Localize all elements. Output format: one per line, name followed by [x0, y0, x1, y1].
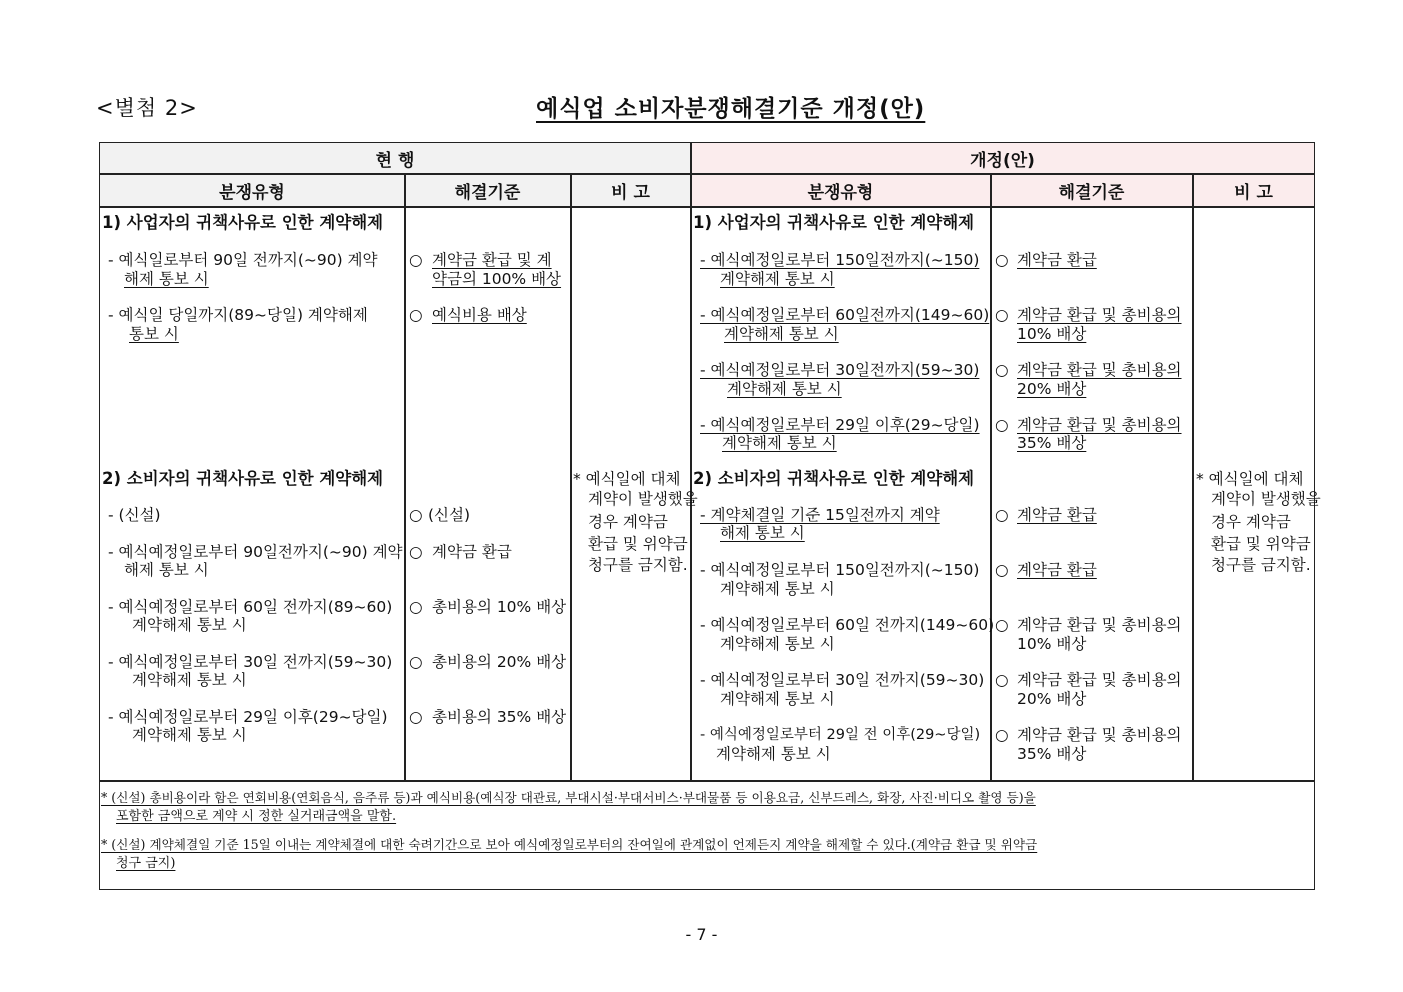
revised-remark-line1: * 예식일에 대체: [1196, 470, 1304, 488]
row-divider: [99, 206, 1315, 208]
revised-s2-item3-resolution-line1: 계약금 환급 및 총비용의: [1017, 616, 1182, 634]
current-s1-item1-resolution-line2: 약금의 100% 배상: [432, 270, 562, 288]
revised-s2-item3-dispute-line2: 계약해제 통보 시: [720, 635, 835, 653]
row-divider: [99, 780, 1315, 782]
bullet: ○: [995, 251, 1009, 269]
bullet: ○: [995, 726, 1009, 744]
column-divider: [990, 173, 992, 781]
current-s2-item2-dispute-line1: - 예식예정일로부터 90일전까지(~90) 계약: [108, 543, 403, 561]
revised-s1-item3-resolution-line1: 계약금 환급 및 총비용의: [1017, 361, 1182, 379]
current-s1-item1-dispute-line1: - 예식일로부터 90일 전까지(~90) 계약: [108, 251, 378, 269]
bullet: ○: [995, 671, 1009, 689]
current-s1-item1-resolution-line1: 계약금 환급 및 계: [432, 251, 552, 269]
current-s2-item5-dispute-line1: - 예식예정일로부터 29일 이후(29~당일): [108, 708, 388, 726]
current-section-2-title: 2) 소비자의 귀책사유로 인한 계약해제: [102, 469, 384, 488]
revised-s1-item4-resolution-line1: 계약금 환급 및 총비용의: [1017, 416, 1182, 434]
current-s2-item5-resolution-line1: 총비용의 35% 배상: [432, 708, 567, 726]
revised-s2-item5-dispute-line1: - 예식예정일로부터 29일 전 이후(29~당일): [700, 727, 981, 743]
revised-s2-item4-dispute-line2: 계약해제 통보 시: [720, 690, 835, 708]
current-s1-item2-dispute-line1: - 예식일 당일까지(89~당일) 계약해제: [108, 306, 368, 324]
revised-remark-line5: 청구를 금지함.: [1211, 556, 1311, 574]
bullet: ○: [995, 506, 1009, 524]
bullet: ○: [995, 616, 1009, 634]
revised-section-1-title: 1) 사업자의 귀책사유로 인한 계약해제: [693, 213, 975, 232]
revised-s1-item2-dispute-line1: - 예식예정일로부터 60일전까지(149~60): [700, 306, 990, 324]
header-revised-remarks: 비 고: [1193, 175, 1314, 206]
attachment-label: <별첨 2>: [96, 96, 198, 120]
header-current: 현 행: [100, 143, 690, 173]
revised-s1-item4-resolution-line2: 35% 배상: [1017, 434, 1087, 452]
revised-s1-item2-resolution-line2: 10% 배상: [1017, 325, 1087, 343]
revised-s2-item4-dispute-line1: - 예식예정일로부터 30일 전까지(59~30): [700, 671, 985, 689]
column-divider: [570, 173, 572, 781]
current-remark-line3: 경우 계약금: [588, 513, 668, 531]
revised-s2-item2-resolution-line1: 계약금 환급: [1017, 561, 1097, 579]
header-revised-dispute-type: 분쟁유형: [691, 175, 990, 206]
column-divider: [404, 173, 406, 781]
row-divider: [99, 173, 1315, 175]
revised-s2-item1-dispute-line1: - 계약체결일 기준 15일전까지 계약: [700, 506, 940, 524]
revised-s1-item1-resolution-line1: 계약금 환급: [1017, 251, 1097, 269]
current-remark-line2: 계약이 발생했을: [588, 490, 698, 508]
current-remark-line5: 청구를 금지함.: [588, 556, 688, 574]
revised-s1-item2-dispute-line2: 계약해제 통보 시: [724, 325, 839, 343]
footnote-1-line2: 포함한 금액으로 계약 시 정한 실거래금액을 말함.: [116, 809, 397, 824]
document-title: 예식업 소비자분쟁해결기준 개정(안): [536, 96, 926, 122]
revised-s1-item4-dispute-line2: 계약해제 통보 시: [722, 434, 837, 452]
revised-s2-item1-dispute-line2: 해제 통보 시: [720, 524, 805, 542]
revised-s1-item3-resolution-line2: 20% 배상: [1017, 380, 1087, 398]
header-current-dispute-type: 분쟁유형: [100, 175, 404, 206]
current-s2-item4-resolution-line1: 총비용의 20% 배상: [432, 653, 567, 671]
bullet: ○: [409, 543, 423, 561]
current-s2-item2-resolution-line1: 계약금 환급: [432, 543, 512, 561]
revised-remark-line4: 환급 및 위약금: [1211, 535, 1311, 553]
current-s1-item2-resolution-line1: 예식비용 배상: [432, 306, 527, 324]
revised-s2-item3-dispute-line1: - 예식예정일로부터 60일 전까지(149~60): [700, 616, 995, 634]
revised-s1-item1-dispute-line1: - 예식예정일로부터 150일전까지(~150): [700, 251, 980, 269]
revised-s2-item5-resolution-line2: 35% 배상: [1017, 745, 1087, 763]
header-revised: 개정(안): [691, 143, 1314, 173]
revised-s2-item4-resolution-line2: 20% 배상: [1017, 690, 1087, 708]
bullet: ○: [409, 653, 423, 671]
current-s1-item1-dispute-line2: 해제 통보 시: [124, 270, 209, 288]
current-s2-item3-resolution-line1: 총비용의 10% 배상: [432, 598, 567, 616]
bullet: ○: [409, 708, 423, 726]
bullet: ○: [409, 506, 423, 524]
revised-s2-item1-resolution-line1: 계약금 환급: [1017, 506, 1097, 524]
revised-s2-item5-resolution-line1: 계약금 환급 및 총비용의: [1017, 726, 1182, 744]
bullet: ○: [995, 306, 1009, 324]
bullet: ○: [409, 598, 423, 616]
current-section-1-title: 1) 사업자의 귀책사유로 인한 계약해제: [102, 213, 384, 232]
revised-remark-line2: 계약이 발생했을: [1211, 490, 1321, 508]
current-s2-item1-dispute-line1: - (신설): [108, 506, 161, 524]
page-number: - 7 -: [685, 925, 718, 944]
current-s2-item2-dispute-line2: 해제 통보 시: [124, 561, 209, 579]
bullet: ○: [409, 306, 423, 324]
revised-s2-item2-dispute-line2: 계약해제 통보 시: [720, 580, 835, 598]
bullet: ○: [995, 561, 1009, 579]
revised-s2-item4-resolution-line1: 계약금 환급 및 총비용의: [1017, 671, 1182, 689]
current-s2-item3-dispute-line2: 계약해제 통보 시: [132, 616, 247, 634]
revised-s1-item3-dispute-line1: - 예식예정일로부터 30일전까지(59~30): [700, 361, 980, 379]
revised-s1-item4-dispute-line1: - 예식예정일로부터 29일 이후(29~당일): [700, 416, 980, 434]
bullet: ○: [995, 361, 1009, 379]
current-s2-item4-dispute-line2: 계약해제 통보 시: [132, 671, 247, 689]
revised-s1-item1-dispute-line2: 계약해제 통보 시: [720, 270, 835, 288]
current-s2-item5-dispute-line2: 계약해제 통보 시: [132, 726, 247, 744]
current-s1-item2-dispute-line2: 통보 시: [129, 325, 179, 343]
revised-s2-item3-resolution-line2: 10% 배상: [1017, 635, 1087, 653]
current-s2-item1-resolution-line1: (신설): [428, 506, 471, 524]
footnote-1-line1: * (신설) 총비용이라 함은 연회비용(연회음식, 음주류 등)과 예식비용(예식장 대관료, 부대시설·부대서비스·부대물품 등 이용요금, 신부드레스, 화장, 사진·비디오 촬영 등)을: [101, 790, 1036, 805]
current-remark-line4: 환급 및 위약금: [588, 535, 688, 553]
revised-section-2-title: 2) 소비자의 귀책사유로 인한 계약해제: [693, 469, 975, 488]
footnote-2-line1: * (신설) 계약체결일 기준 15일 이내는 계약체결에 대한 숙려기간으로 보아 예식예정일로부터의 잔여일에 관계없이 언제든지 계약을 해제할 수 있다.(계약금 환급 및 위약금: [101, 837, 1038, 852]
header-current-resolution: 해결기준: [405, 175, 570, 206]
current-s2-item4-dispute-line1: - 예식예정일로부터 30일 전까지(59~30): [108, 653, 393, 671]
current-s2-item3-dispute-line1: - 예식예정일로부터 60일 전까지(89~60): [108, 598, 393, 616]
revised-s2-item5-dispute-line2: 계약해제 통보 시: [716, 745, 831, 763]
footnote-2-line2: 청구 금지): [116, 856, 176, 871]
revised-remark-line3: 경우 계약금: [1211, 513, 1291, 531]
bullet: ○: [995, 416, 1009, 434]
column-divider: [1192, 173, 1194, 781]
header-current-remarks: 비 고: [571, 175, 690, 206]
revised-s1-item2-resolution-line1: 계약금 환급 및 총비용의: [1017, 306, 1182, 324]
column-divider: [690, 142, 692, 781]
revised-s1-item3-dispute-line2: 계약해제 통보 시: [727, 380, 842, 398]
bullet: ○: [409, 251, 423, 269]
header-revised-resolution: 해결기준: [991, 175, 1192, 206]
revised-s2-item2-dispute-line1: - 예식예정일로부터 150일전까지(~150): [700, 561, 980, 579]
current-remark-line1: * 예식일에 대체: [573, 470, 681, 488]
